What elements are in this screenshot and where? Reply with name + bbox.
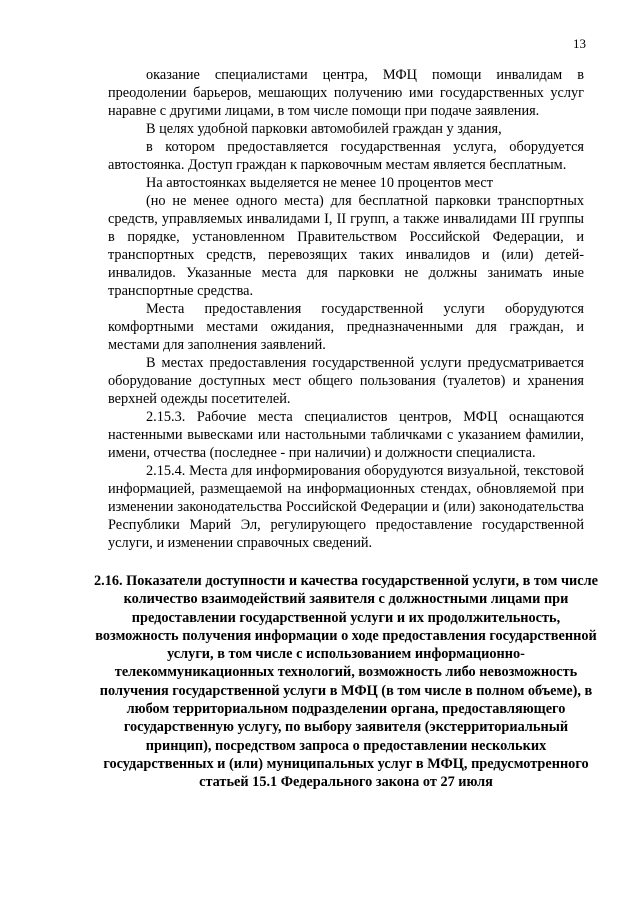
paragraph-waiting-places: Места предоставления государственной услуги оборудуются комфортными местами ожидания, предназначенными для граждан, и местами для заполнения заявлений.: [108, 301, 584, 353]
body-text: [94, 66, 598, 792]
section-heading-2-16: 2.16. Показатели доступности и качества государственной услуги, в том числе количество взаимодействий заявителя с должностными лицами при предоставлении государственной услуги и их продолжительность, возможность получения информации о ходе предоставления государственной услуги, в том числе с использованием информационно-телекоммуникационных технологий, возможность либо невозможность получения государственной услуги в МФЦ (в том числе в полном объеме), в любом территориальном подразделении органа, предоставляющего государственную услугу, по выбору заявителя (экстерриториальный принцип), посредством запроса о предоставлении нескольких государственных и (или) муниципальных услуг в МФЦ, предусмотренного статьей 15.1 Федерального закона от 27 июля: [94, 573, 598, 791]
paragraph-parking-free: в котором предоставляется государственная услуга, оборудуется автостоянка. Доступ граждан к парковочным местам является бесплатным.: [108, 139, 584, 173]
paragraph-parking-quota: На автостоянках выделяется не менее 10 процентов мест: [146, 175, 494, 191]
paragraph-2-15-3: 2.15.3. Рабочие места специалистов центров, МФЦ оснащаются настенными вывесками или настольными табличками с указанием фамилии, имени, отчества (последнее - при наличии) и должности специалиста.: [108, 409, 584, 461]
page-number: 13: [573, 36, 586, 51]
paragraph-parking-intro: В целях удобной парковки автомобилей граждан у здания,: [146, 121, 502, 137]
paragraph-parking-disabled: (но не менее одного места) для бесплатной парковки транспортных средств, управляемых инвалидами I, II групп, а также инвалидами III группы в порядке, установленном Правительством Российской Федерации, и транспортных средств, перевозящих таких инвалидов и (или) детей-инвалидов. Указанные места для парковки не должны занимать иные транспортные средства.: [108, 193, 584, 299]
paragraph-assistance: оказание специалистами центра, МФЦ помощи инвалидам в преодолении барьеров, мешающих получению ими государственных услуг наравне с другими лицами, в том числе помощи при подаче заявления.: [108, 67, 584, 119]
paragraph-2-15-4: 2.15.4. Места для информирования оборудуются визуальной, текстовой информацией, размещаемой на информационных стендах, обновляемой при изменении законодательства Российской Федерации и (или) законодательства Республики Марий Эл, регулирующего предоставление государственной услуги, и изменении справочных сведений.: [108, 463, 584, 551]
paragraph-restrooms: В местах предоставления государственной услуги предусматривается оборудование доступных мест общего пользования (туалетов) и хранения верхней одежды посетителей.: [108, 355, 584, 407]
